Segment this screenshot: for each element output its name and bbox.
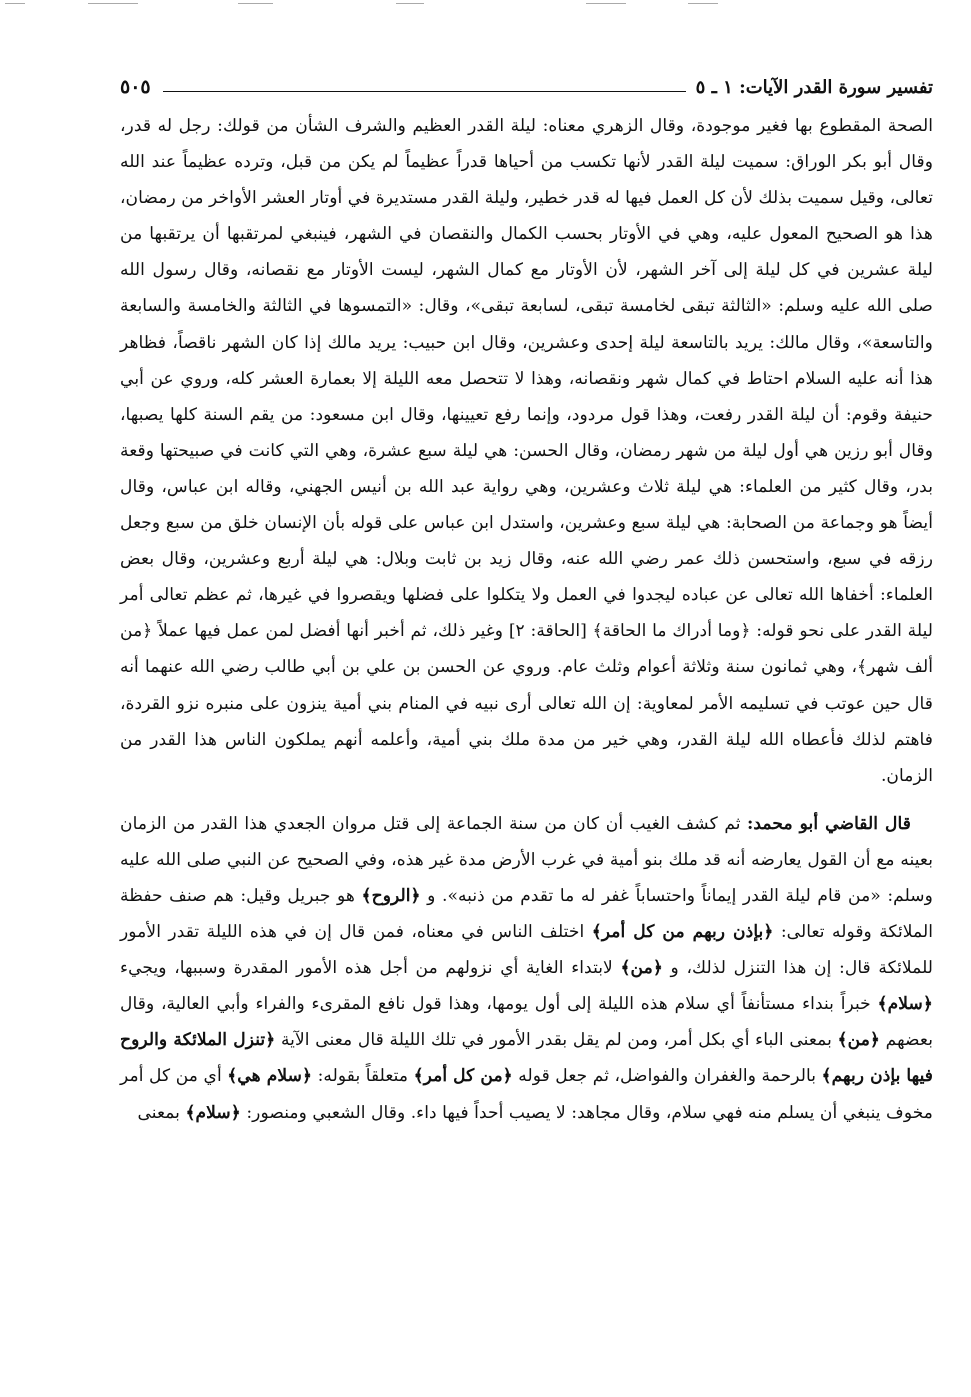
- quran-quote: ﴿من كل أمر﴾: [413, 1066, 513, 1087]
- quran-quote: ﴿سلام﴾: [877, 994, 933, 1015]
- quran-quote: ﴿سلام هي﴾: [227, 1066, 313, 1087]
- page-header: [120, 58, 933, 98]
- text-run: بمعنى: [137, 1102, 186, 1123]
- text-run: لابتداء الغاية أي نزولهم من أجل هذه الأمور المقدرة وسببها، ويجيء: [120, 958, 621, 979]
- quran-quote: ﴿بإذن ربهم من كل أمر﴾: [591, 922, 774, 943]
- text-run: خبراً بنداء مستأنفاً أي سلام هذه الليلة إلى أول يومها، وهذا قول نافع المقرىء والفراء وأبي العالية، وقال بعضهم: [120, 994, 933, 1051]
- text-run: اختلف الناس في معناه، فمن قال إن في هذه الليلة تقدر الأمور للملائكة قال: إن هذا التنزل لذلك، و: [120, 922, 934, 979]
- text-run: ثم كشف الغيب أن كان من سنة الجماعة إلى قتل مروان الجعدي هذا القدر من الزمان بعينه مع أن القول يعارضه أنه قد ملك بنو أمية في غرب الأرض مدة غير هذه، وفي الصحيح عن النبي صلى الله عليه وسلم: «من قام ليلة القدر إيماناً واحتساباً غفر له ما تقدم من ذنبه». و: [120, 813, 933, 906]
- paragraph-2: [120, 806, 933, 1131]
- text-run: متعلقاً بقوله:: [312, 1066, 414, 1087]
- scan-edge-marks: [0, 0, 971, 6]
- text-run: أي من كل أمر مخوف ينبغي أن يسلم منه فهي سلام، وقال مجاهد: لا يصيب أحداً فيها داء. وقال الشعبي ومنصور:: [120, 1066, 933, 1123]
- body-text: [120, 108, 933, 1131]
- text-run: هو جبريل وقيل: هم صنف حفظة الملائكة وقوله تعالى:: [120, 885, 933, 943]
- quran-quote: ﴿الروح﴾: [361, 885, 421, 906]
- quran-quote: ﴿من﴾: [837, 1030, 880, 1051]
- text-run: بمعنى الباء أي بكل أمر، ومن لم يقل بقدر الأمور في تلك الليلة قال معنى الآية: [275, 1030, 838, 1051]
- paragraph-1: الصحة المقطوع بها فغير موجودة، وقال الزهري معناه: ليلة القدر العظيم والشرف الشأن من قولك: رجل له قدر، وقال أبو بكر الوراق: سميت ليلة القدر لأنها تكسب من أحياها قدراً عظيماً لم يكن من قبل، وترده عظيماً عند الله تعالى، وقيل سميت بذلك لأن كل العمل فيها له قدر خطير، وليلة القدر مستديرة في أوتار العشر الأواخر من رمضان، هذا هو الصحيح المعول عليه، وهي في الأوتار بحسب الكمال والنقصان في الشهر، فينبغي لمرتقبها أن يرتقبها من ليلة عشرين في كل ليلة إلى آخر الشهر، لأن الأوتار مع كمال الشهر، ليست الأوتار مع نقصانه، وقال رسول الله صلى الله عليه وسلم: «الثالثة تبقى لخامسة تبقى، لسابعة تبقى»، وقال: «التمسوها في الثالثة والخامسة والسابعة والتاسعة»، وقال مالك: يريد بالتاسعة ليلة إحدى وعشرين، وقال ابن حبيب: يريد مالك إذا كان الشهر ناقصاً، فظاهر هذا أنه عليه السلام احتاط في كمال شهر ونقصانه، وهذا لا تتحصل معه الليلة إلا بعمارة العشر كله، وروي عن أبي حنيفة وقوم: أن ليلة القدر رفعت، وهذا قول مردود، وإنما رفع تعيينها، وقال ابن مسعود: من يقم السنة كلها يصبها، وقال أبو رزين هي أول ليلة من شهر رمضان، وقال الحسن: هي ليلة سبع عشرة، وهي التي كانت في صبيحتها وقعة بدر، وقال كثير من العلماء: هي ليلة ثلاث وعشرين، وهي رواية عبد الله بن أنيس الجهني، وقاله ابن عباس، وقال أيضاً هو وجماعة من الصحابة: هي ليلة سبع وعشرين، واستدل ابن عباس على قوله بأن الإنسان خلق من سبع وجعل رزقه في سبع، واستحسن ذلك عمر رضي الله عنه، وقال زيد بن ثابت وبلال: هي ليلة أربع وعشرين، وقال بعض العلماء: أخفاها الله تعالى عن عباده ليجدوا في العمل ولا يتكلوا على فضلها ويقصروا في غيرها، ثم عظم تعالى أمر ليلة القدر على نحو قوله: ﴿وما أدراك ما الحاقة﴾ [الحاقة: ٢] وغير ذلك، ثم أخبر أنها أفضل لمن عمل فيها عملاً ﴿من ألف شهر﴾، وهي ثمانون سنة وثلاثة أعوام وثلث عام. وروي عن الحسن بن علي بن أبي طالب رضي الله عنهما أنه قال حين عوتب في تسليمه الأمر لمعاوية: إن الله تعالى أرى نبيه في المنام بني أمية ينزون على منبره نزو القردة، فاهتم لذلك فأعطاه الله ليلة القدر، وهي خير من مدة ملك بني أمية، وأعلمه أنهم يملكون الناس هذا القدر من الزمان.: [120, 116, 933, 786]
- text-run: بالرحمة والغفران والفواضل، ثم جعل قوله: [512, 1066, 822, 1087]
- author-attribution: قال القاضي أبو محمد:: [747, 813, 911, 834]
- header-rule: [163, 91, 686, 92]
- quran-quote: ﴿سلام﴾: [185, 1102, 241, 1123]
- page-number: ٥٠٥: [120, 76, 151, 98]
- running-title: تفسير سورة القدر الآيات: ١ ـ ٥: [695, 77, 933, 98]
- quran-quote: ﴿من﴾: [620, 958, 663, 979]
- quran-quote: ﴿تنزل الملائكة والروح فيها بإذن ربهم﴾: [120, 1030, 933, 1087]
